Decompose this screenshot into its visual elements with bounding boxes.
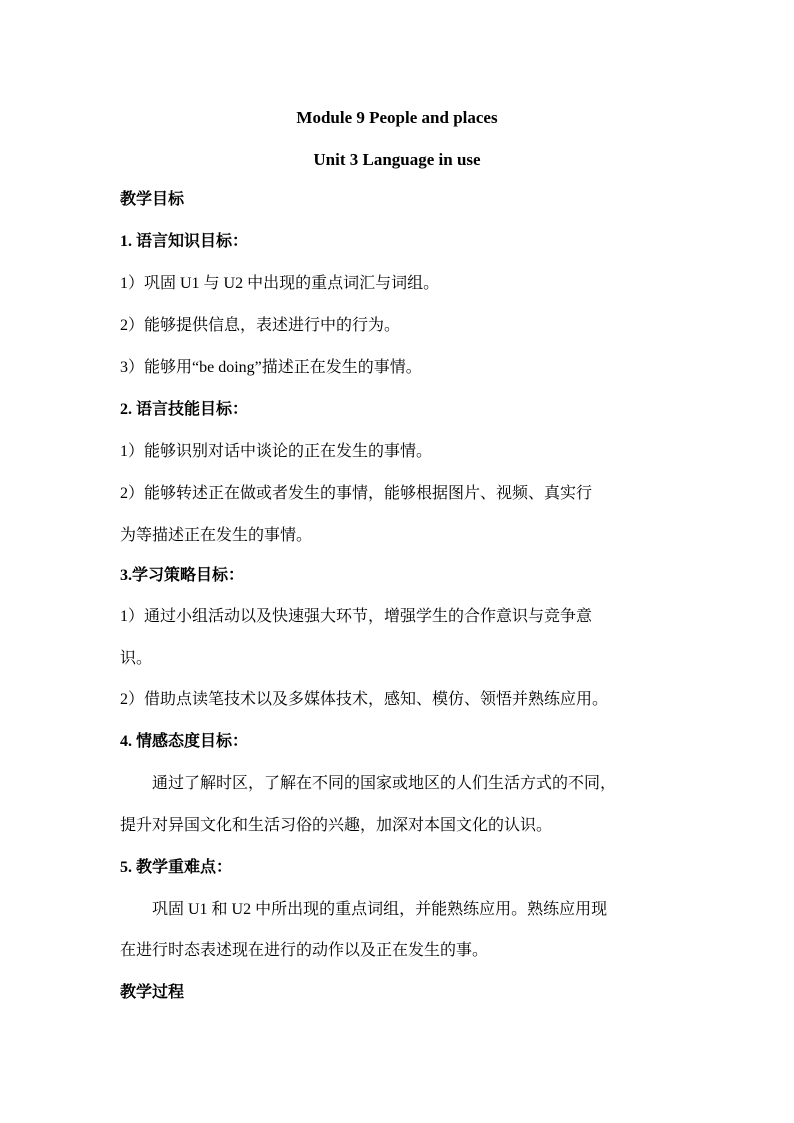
- knowledge-item: 1）巩固 U1 与 U2 中出现的重点词汇与词组。: [120, 275, 440, 292]
- strategy-heading: 3.学习策略目标：: [120, 567, 245, 584]
- skills-heading: 2. 语言技能目标：: [120, 401, 249, 418]
- knowledge-heading: 1. 语言知识目标：: [120, 233, 249, 250]
- key-points-paragraph-line: 巩固 U1 和 U2 中所出现的重点词组，并能熟练应用。熟练应用现: [152, 901, 608, 918]
- attitude-heading: 4. 情感态度目标：: [120, 733, 249, 750]
- document-title: Module 9 People and places: [296, 108, 498, 127]
- document-subtitle: Unit 3 Language in use: [313, 150, 481, 169]
- section-heading-process: 教学过程: [120, 984, 185, 1001]
- skills-item: 2）能够转述正在做或者发生的事情，能够根据图片、视频、真实行: [120, 485, 593, 502]
- knowledge-item: 2）能够提供信息，表述进行中的行为。: [120, 317, 401, 334]
- section-heading-objectives: 教学目标: [120, 191, 185, 208]
- strategy-item: 1）通过小组活动以及快速强大环节，增强学生的合作意识与竞争意: [120, 608, 593, 625]
- strategy-item: 2）借助点读笔技术以及多媒体技术，感知、模仿、领悟并熟练应用。: [120, 691, 609, 708]
- attitude-paragraph-line: 提升对异国文化和生活习俗的兴趣，加深对本国文化的认识。: [120, 817, 553, 834]
- key-points-heading: 5. 教学重难点：: [120, 859, 233, 876]
- skills-item-continued: 为等描述正在发生的事情。: [120, 527, 313, 544]
- knowledge-item: 3）能够用“be doing”描述正在发生的事情。: [120, 359, 422, 376]
- key-points-paragraph-line: 在进行时态表述现在进行的动作以及正在发生的事。: [120, 942, 489, 959]
- attitude-paragraph-line: 通过了解时区，了解在不同的国家或地区的人们生活方式的不同，: [152, 775, 617, 792]
- strategy-item-continued: 识。: [120, 650, 153, 667]
- skills-item: 1）能够识别对话中谈论的正在发生的事情。: [120, 443, 433, 460]
